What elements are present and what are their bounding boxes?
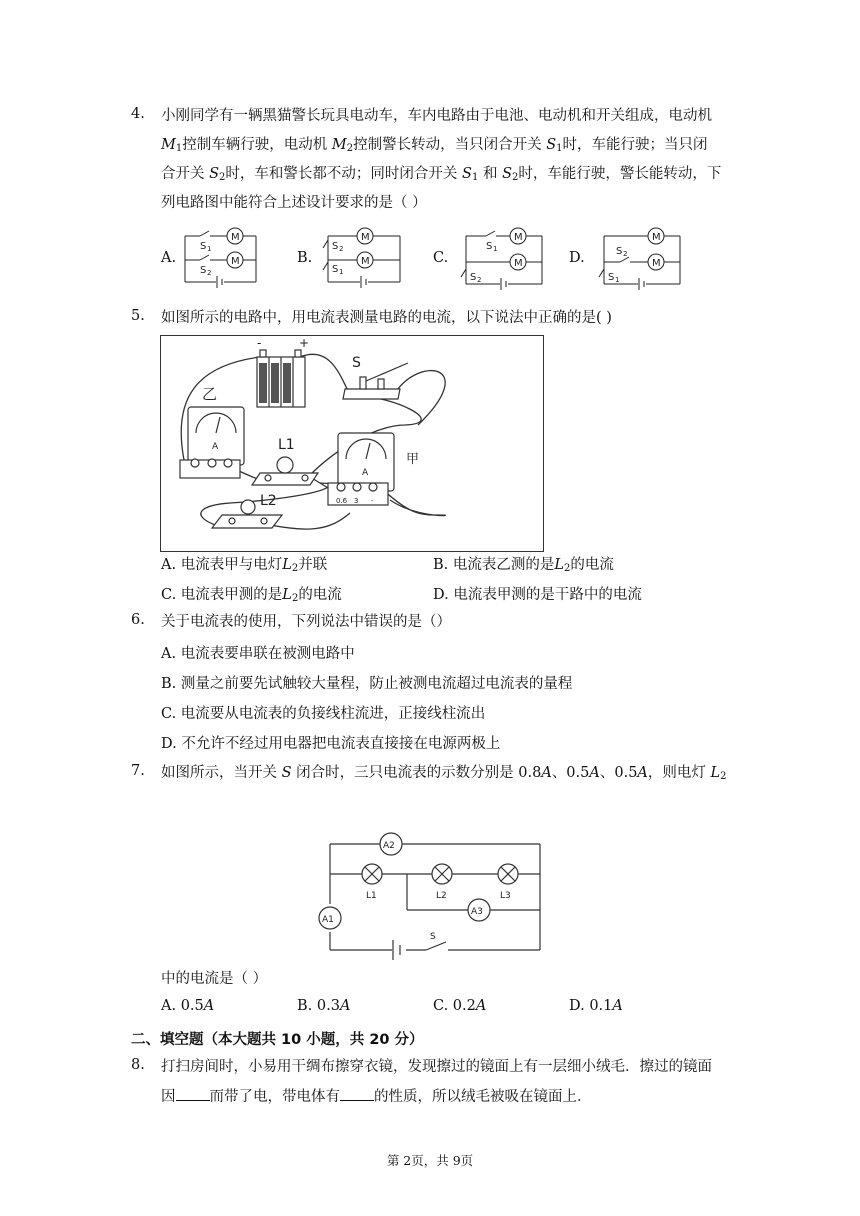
page-footer: 第 2页，共 9页 bbox=[386, 1153, 474, 1168]
question-4-line-1: 小刚同学有一辆黑猫警长玩具电动车，车内电路由于电池、电动机和开关组成，电动机 bbox=[161, 108, 712, 124]
q7-a2-label: A2 bbox=[383, 841, 395, 851]
q7-l3-label: L3 bbox=[500, 891, 511, 901]
q7-opt-c-letter: C. bbox=[433, 998, 449, 1014]
q4-l3-p9: 时，车能行驶，警长能转动，下 bbox=[518, 166, 722, 182]
q5-opt-b-post: 的电流 bbox=[570, 557, 614, 573]
q5-opt-c-var: L bbox=[282, 587, 292, 603]
question-7-number: 7. bbox=[131, 763, 145, 779]
q4-option-d-letter: D. bbox=[569, 250, 585, 266]
q7-a3-label: A3 bbox=[471, 907, 483, 917]
q5-opt-c-letter: C. bbox=[161, 587, 177, 603]
q7-stem-p10: 2 bbox=[720, 771, 727, 782]
q7-stem-p5: A bbox=[589, 765, 600, 781]
q4b-s2-label: S bbox=[332, 241, 339, 252]
q4a-s2-label: S bbox=[200, 265, 207, 276]
q6-option-c bbox=[161, 702, 485, 723]
q4-l2-p8: 时，车能行驶；当只闭 bbox=[562, 137, 708, 153]
q4a-s1-sub: 1 bbox=[207, 245, 212, 253]
q5-opt-d-letter: D. bbox=[433, 587, 449, 603]
section-2-title: 二、填空题（本大题共 10 小题，共 20 分） bbox=[131, 1032, 424, 1048]
q5-option-d bbox=[433, 583, 642, 604]
q7-opt-b-letter: B. bbox=[297, 998, 313, 1014]
q4c-s2-label: S bbox=[470, 272, 477, 283]
question-4-line-2 bbox=[161, 135, 708, 159]
q5-option-c bbox=[161, 583, 342, 604]
q7-l2-label: L2 bbox=[436, 891, 447, 901]
q4-l2-p1: 1 bbox=[175, 143, 183, 154]
q4b-s1-label: S bbox=[332, 264, 339, 275]
question-6-stem: 关于电流表的使用，下列说法中错误的是（） bbox=[161, 614, 451, 630]
q4-circuit-a-diagram bbox=[182, 222, 262, 290]
q5-ammeter-yi-a: A bbox=[212, 442, 219, 452]
question-4-line-4: 列电路图中能符合上述设计要求的是（ ） bbox=[161, 195, 427, 211]
q7-stem-p9: L bbox=[710, 765, 721, 781]
question-5-stem: 如图所示的电路中，用电流表测量电路的电流，以下说法中正确的是( ) bbox=[161, 310, 612, 326]
question-7-stem-cont: 中的电流是（ ） bbox=[161, 971, 268, 987]
q5-ammeter-jia-label: 甲 bbox=[406, 452, 420, 467]
q4-l2-p0: M bbox=[161, 137, 176, 153]
q5-terminal-label-2: 3 bbox=[354, 497, 359, 505]
q4d-s2-label: S bbox=[616, 246, 623, 257]
q7-opt-c-value: 0.2 bbox=[452, 998, 476, 1014]
q4-circuit-b-diagram bbox=[320, 222, 406, 290]
q4a-motor-2-label: M bbox=[231, 256, 240, 267]
q4b-motor-1-label: M bbox=[361, 232, 370, 243]
q7-opt-d-letter: D. bbox=[569, 998, 585, 1014]
question-4-line-3 bbox=[161, 164, 721, 188]
q7-a1-label: A1 bbox=[322, 915, 334, 925]
q4-l2-p3: M bbox=[331, 137, 347, 153]
q4a-s1-label: S bbox=[200, 241, 207, 252]
q7-option-d bbox=[569, 998, 623, 1014]
q7-opt-d-value: 0.1 bbox=[589, 998, 613, 1014]
q4a-s2-sub: 2 bbox=[207, 269, 212, 277]
q4-option-c-letter: C. bbox=[433, 250, 449, 266]
q5-opt-c-post: 的电流 bbox=[298, 587, 342, 603]
q7-option-b bbox=[297, 998, 350, 1014]
q4c-motor-2-label: M bbox=[514, 258, 523, 269]
q4-l3-p7: S bbox=[502, 166, 512, 182]
q5-terminal-label-3: - bbox=[371, 497, 374, 505]
q5-opt-b-pre: 电流表乙测的是 bbox=[452, 557, 555, 573]
q7-option-a bbox=[161, 998, 214, 1014]
question-8-line-1: 打扫房间时，小易用干绸布擦穿衣镜，发现擦过的镜面上有一层细小绒毛．擦过的镜面 bbox=[161, 1059, 712, 1075]
q4-l3-p5: 1 bbox=[471, 172, 479, 183]
q4-circuit-d-diagram bbox=[596, 222, 686, 292]
q4a-motor-1-label: M bbox=[231, 232, 240, 243]
q4-l2-p2: 控制车辆行驶，电动机 bbox=[182, 137, 332, 153]
q4b-motor-2-label: M bbox=[361, 256, 370, 267]
q4-l2-p4: 2 bbox=[346, 143, 354, 154]
q6-opt-d-text: 不允许不经过用电器把电流表直接接在电源两极上 bbox=[181, 736, 501, 752]
q4-l2-p5: 控制警长转动，当只闭合开关 bbox=[353, 137, 547, 153]
q6-option-d bbox=[161, 732, 500, 753]
q5-opt-a-post: 并联 bbox=[298, 557, 328, 573]
q7-opt-b-value: 0.3 bbox=[316, 998, 340, 1014]
q6-option-a bbox=[161, 642, 355, 663]
q7-l1-label: L1 bbox=[366, 891, 377, 901]
q4d-s1-sub: 1 bbox=[615, 276, 620, 284]
q7-opt-a-unit: A bbox=[203, 998, 215, 1014]
q4-l3-p8: 2 bbox=[512, 172, 519, 183]
q7-stem-p8: ，则电灯 bbox=[647, 765, 711, 781]
q4c-s1-sub: 1 bbox=[493, 245, 498, 253]
q8-blank-2[interactable] bbox=[340, 1086, 374, 1101]
q5-option-b bbox=[433, 553, 614, 574]
q7-opt-b-unit: A bbox=[339, 998, 351, 1014]
q7-stem-p0: 如图所示，当开关 bbox=[161, 765, 282, 781]
q5-ammeter-jia-a: A bbox=[362, 468, 369, 478]
q4-l3-p6: 和 bbox=[478, 166, 503, 182]
q5-opt-b-sub: 2 bbox=[564, 563, 571, 574]
q8-line2-a: 因 bbox=[161, 1089, 176, 1105]
question-7-stem bbox=[161, 763, 727, 787]
q7-stem-p3: A bbox=[541, 765, 552, 781]
q5-opt-d-pre: 电流表甲测的是干路中的电流 bbox=[453, 587, 642, 603]
q5-lamp-l2-label: L2 bbox=[260, 493, 277, 509]
q5-battery-minus-label: - bbox=[257, 336, 262, 350]
q5-opt-a-pre: 电流表甲与电灯 bbox=[180, 557, 283, 573]
q4b-s1-sub: 1 bbox=[339, 268, 344, 276]
q4-option-a-letter: A. bbox=[161, 250, 177, 266]
q7-stem-p2: 闭合时，三只电流表的示数分别是 0.8 bbox=[291, 765, 542, 781]
question-5-number: 5. bbox=[131, 308, 145, 324]
q7-circuit-diagram bbox=[318, 822, 550, 968]
q5-battery-plus-label: + bbox=[299, 336, 310, 350]
q6-opt-b-text: 测量之前要先试触较大量程，防止被测电流超过电流表的量程 bbox=[180, 676, 573, 692]
question-8-number: 8. bbox=[131, 1057, 145, 1073]
q4-l2-p7: 1 bbox=[556, 143, 563, 154]
question-6-number: 6. bbox=[131, 612, 145, 628]
q4-l3-p3: 时，车和警长都不动；同时闭合开关 bbox=[225, 166, 463, 182]
q4-l3-p1: S bbox=[209, 166, 220, 182]
q5-lamp-l1-label: L1 bbox=[278, 437, 295, 453]
q5-opt-c-sub: 2 bbox=[291, 593, 299, 604]
q5-opt-a-var: L bbox=[282, 557, 292, 573]
question-8-line-2 bbox=[161, 1086, 592, 1107]
q7-stem-p1: S bbox=[281, 765, 292, 781]
q5-opt-b-letter: B. bbox=[433, 557, 449, 573]
q4-l3-p0: 合开关 bbox=[161, 166, 210, 182]
q7-stem-p6: 、0.5 bbox=[599, 765, 638, 781]
q7-stem-p7: A bbox=[637, 765, 648, 781]
q4d-motor-2-label: M bbox=[652, 258, 661, 269]
q5-opt-c-pre: 电流表甲测的是 bbox=[180, 587, 283, 603]
q7-stem-p4: 、0.5 bbox=[551, 765, 590, 781]
q7-option-c bbox=[433, 998, 486, 1014]
q5-switch-label: S bbox=[352, 355, 361, 371]
q4d-s1-label: S bbox=[608, 272, 615, 283]
q8-blank-1[interactable] bbox=[176, 1086, 210, 1101]
q7-opt-d-unit: A bbox=[612, 998, 623, 1014]
q4c-s2-sub: 2 bbox=[477, 276, 482, 284]
q4b-s2-sub: 2 bbox=[339, 245, 344, 253]
q6-opt-a-letter: A. bbox=[161, 646, 177, 662]
question-4-number: 4. bbox=[131, 106, 145, 122]
q7-opt-c-unit: A bbox=[475, 998, 487, 1014]
q6-opt-d-letter: D. bbox=[161, 736, 177, 752]
q8-line2-b: 而带了电，带电体有 bbox=[209, 1089, 340, 1105]
q4-option-b-letter: B. bbox=[297, 250, 313, 266]
q5-opt-a-sub: 2 bbox=[291, 563, 299, 574]
q4d-motor-1-label: M bbox=[652, 232, 661, 243]
q4-l3-p2: 2 bbox=[219, 172, 226, 183]
q6-opt-b-letter: B. bbox=[161, 676, 177, 692]
q7-switch-label: S bbox=[430, 932, 436, 942]
q5-circuit-photo-figure bbox=[160, 335, 544, 552]
q4-circuit-c-diagram bbox=[458, 222, 548, 292]
q4-l2-p6: S bbox=[546, 137, 557, 153]
q4c-s1-label: S bbox=[486, 241, 493, 252]
q7-opt-a-value: 0.5 bbox=[180, 998, 204, 1014]
q7-opt-a-letter: A. bbox=[161, 998, 177, 1014]
q5-opt-b-var: L bbox=[554, 557, 565, 573]
q6-option-b bbox=[161, 672, 572, 693]
q8-line2-c: 的性质，所以绒毛被吸在镜面上． bbox=[374, 1089, 592, 1105]
q6-opt-c-letter: C. bbox=[161, 706, 177, 722]
q5-ammeter-yi-label: 乙 bbox=[202, 385, 218, 403]
q4d-s2-sub: 2 bbox=[623, 250, 628, 258]
q4c-motor-1-label: M bbox=[514, 232, 523, 243]
q6-opt-c-text: 电流要从电流表的负接线柱流进，正接线柱流出 bbox=[180, 706, 486, 722]
q6-opt-a-text: 电流表要串联在被测电路中 bbox=[180, 646, 355, 662]
q5-opt-a-letter: A. bbox=[161, 557, 177, 573]
q5-terminal-label-1: 0.6 bbox=[336, 497, 348, 505]
q5-option-a bbox=[161, 553, 327, 574]
q4-l3-p4: S bbox=[462, 166, 472, 182]
